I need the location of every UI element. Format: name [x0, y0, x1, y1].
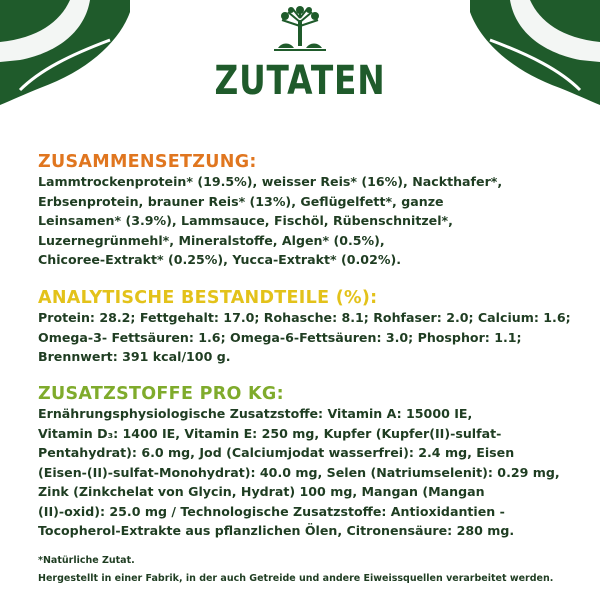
additives-heading: ZUSATZSTOFFE PRO KG: — [38, 384, 284, 404]
additives-text — [38, 404, 578, 541]
additives-line: Zink (Zinkchelat von Glycin, Hydrat) 100 mg, Mangan (Mangan — [38, 484, 485, 499]
composition-line: Erbsenprotein, brauner Reis* (13%), Geflügelfett*, ganze — [38, 193, 444, 209]
additives-section — [38, 384, 578, 541]
additives-line: Pentahydrat): 6.0 mg, Jod (Calciumjodat wasserfrei): 2.4 mg, Eisen — [38, 445, 515, 460]
analytical-text — [38, 308, 578, 367]
analytical-section — [38, 288, 578, 367]
composition-line: Chicoree-Extrakt* (0.25%), Yucca-Extrakt* (0.02%). — [38, 252, 401, 267]
composition-line: Leinsamen* (3.9%), Lammsauce, Fischöl, Rübenschnitzel*, — [38, 213, 453, 228]
composition-text — [38, 172, 578, 270]
composition-line: Lammtrockenprotein* (19.5%), weisser Reis* (16%), Nackthafer*, — [38, 174, 503, 189]
composition-heading: ZUSAMMENSETZUNG: — [38, 152, 257, 172]
analytical-line: Protein: 28.2; Fettgehalt: 17.0; Rohasche: 8.1; Rohfaser: 2.0; Calcium: 1.6; — [38, 310, 571, 325]
additives-line: Ernährungsphysiologische Zusatzstoffe: Vitamin A: 15000 IE, — [38, 406, 473, 421]
additives-line: Tocopherol-Extrakte aus pflanzlichen Ölen, Citronensäure: 280 mg. — [38, 523, 515, 538]
additives-line: (II)-oxid): 25.0 mg / Technologische Zusatzstoffe: Antioxidantien - — [38, 503, 505, 519]
tree-with-animals-logo — [270, 6, 330, 56]
composition-line: Luzernegrünmehl*, Mineralstoffe, Algen* (0.5%), — [38, 232, 385, 248]
analytical-heading: ANALYTISCHE BESTANDTEILE (%): — [38, 288, 378, 308]
allergen-statement: Hergestellt in einer Fabrik, in der auch Getreide und andere Eiweissquellen verarbeitet werden. — [38, 573, 554, 584]
analytical-line: Brennwert: 391 kcal/100 g. — [38, 349, 231, 364]
additives-line: (Eisen-(II)-sulfat-Monohydrat): 40.0 mg, Selen (Natriumselenit): 0.29 mg, — [38, 464, 560, 480]
natural-ingredient-note: *Natürliche Zutat. — [38, 555, 135, 566]
additives-line: Vitamin D₃: 1400 IE, Vitamin E: 250 mg, Kupfer (Kupfer(II)-sulfat- — [38, 425, 502, 441]
page-title: ZUTATEN — [214, 58, 386, 104]
footer — [38, 552, 578, 588]
analytical-line: Omega-3- Fettsäuren: 1.6; Omega-6-Fettsäuren: 3.0; Phosphor: 1.1; — [38, 329, 522, 345]
composition-section — [38, 152, 578, 270]
